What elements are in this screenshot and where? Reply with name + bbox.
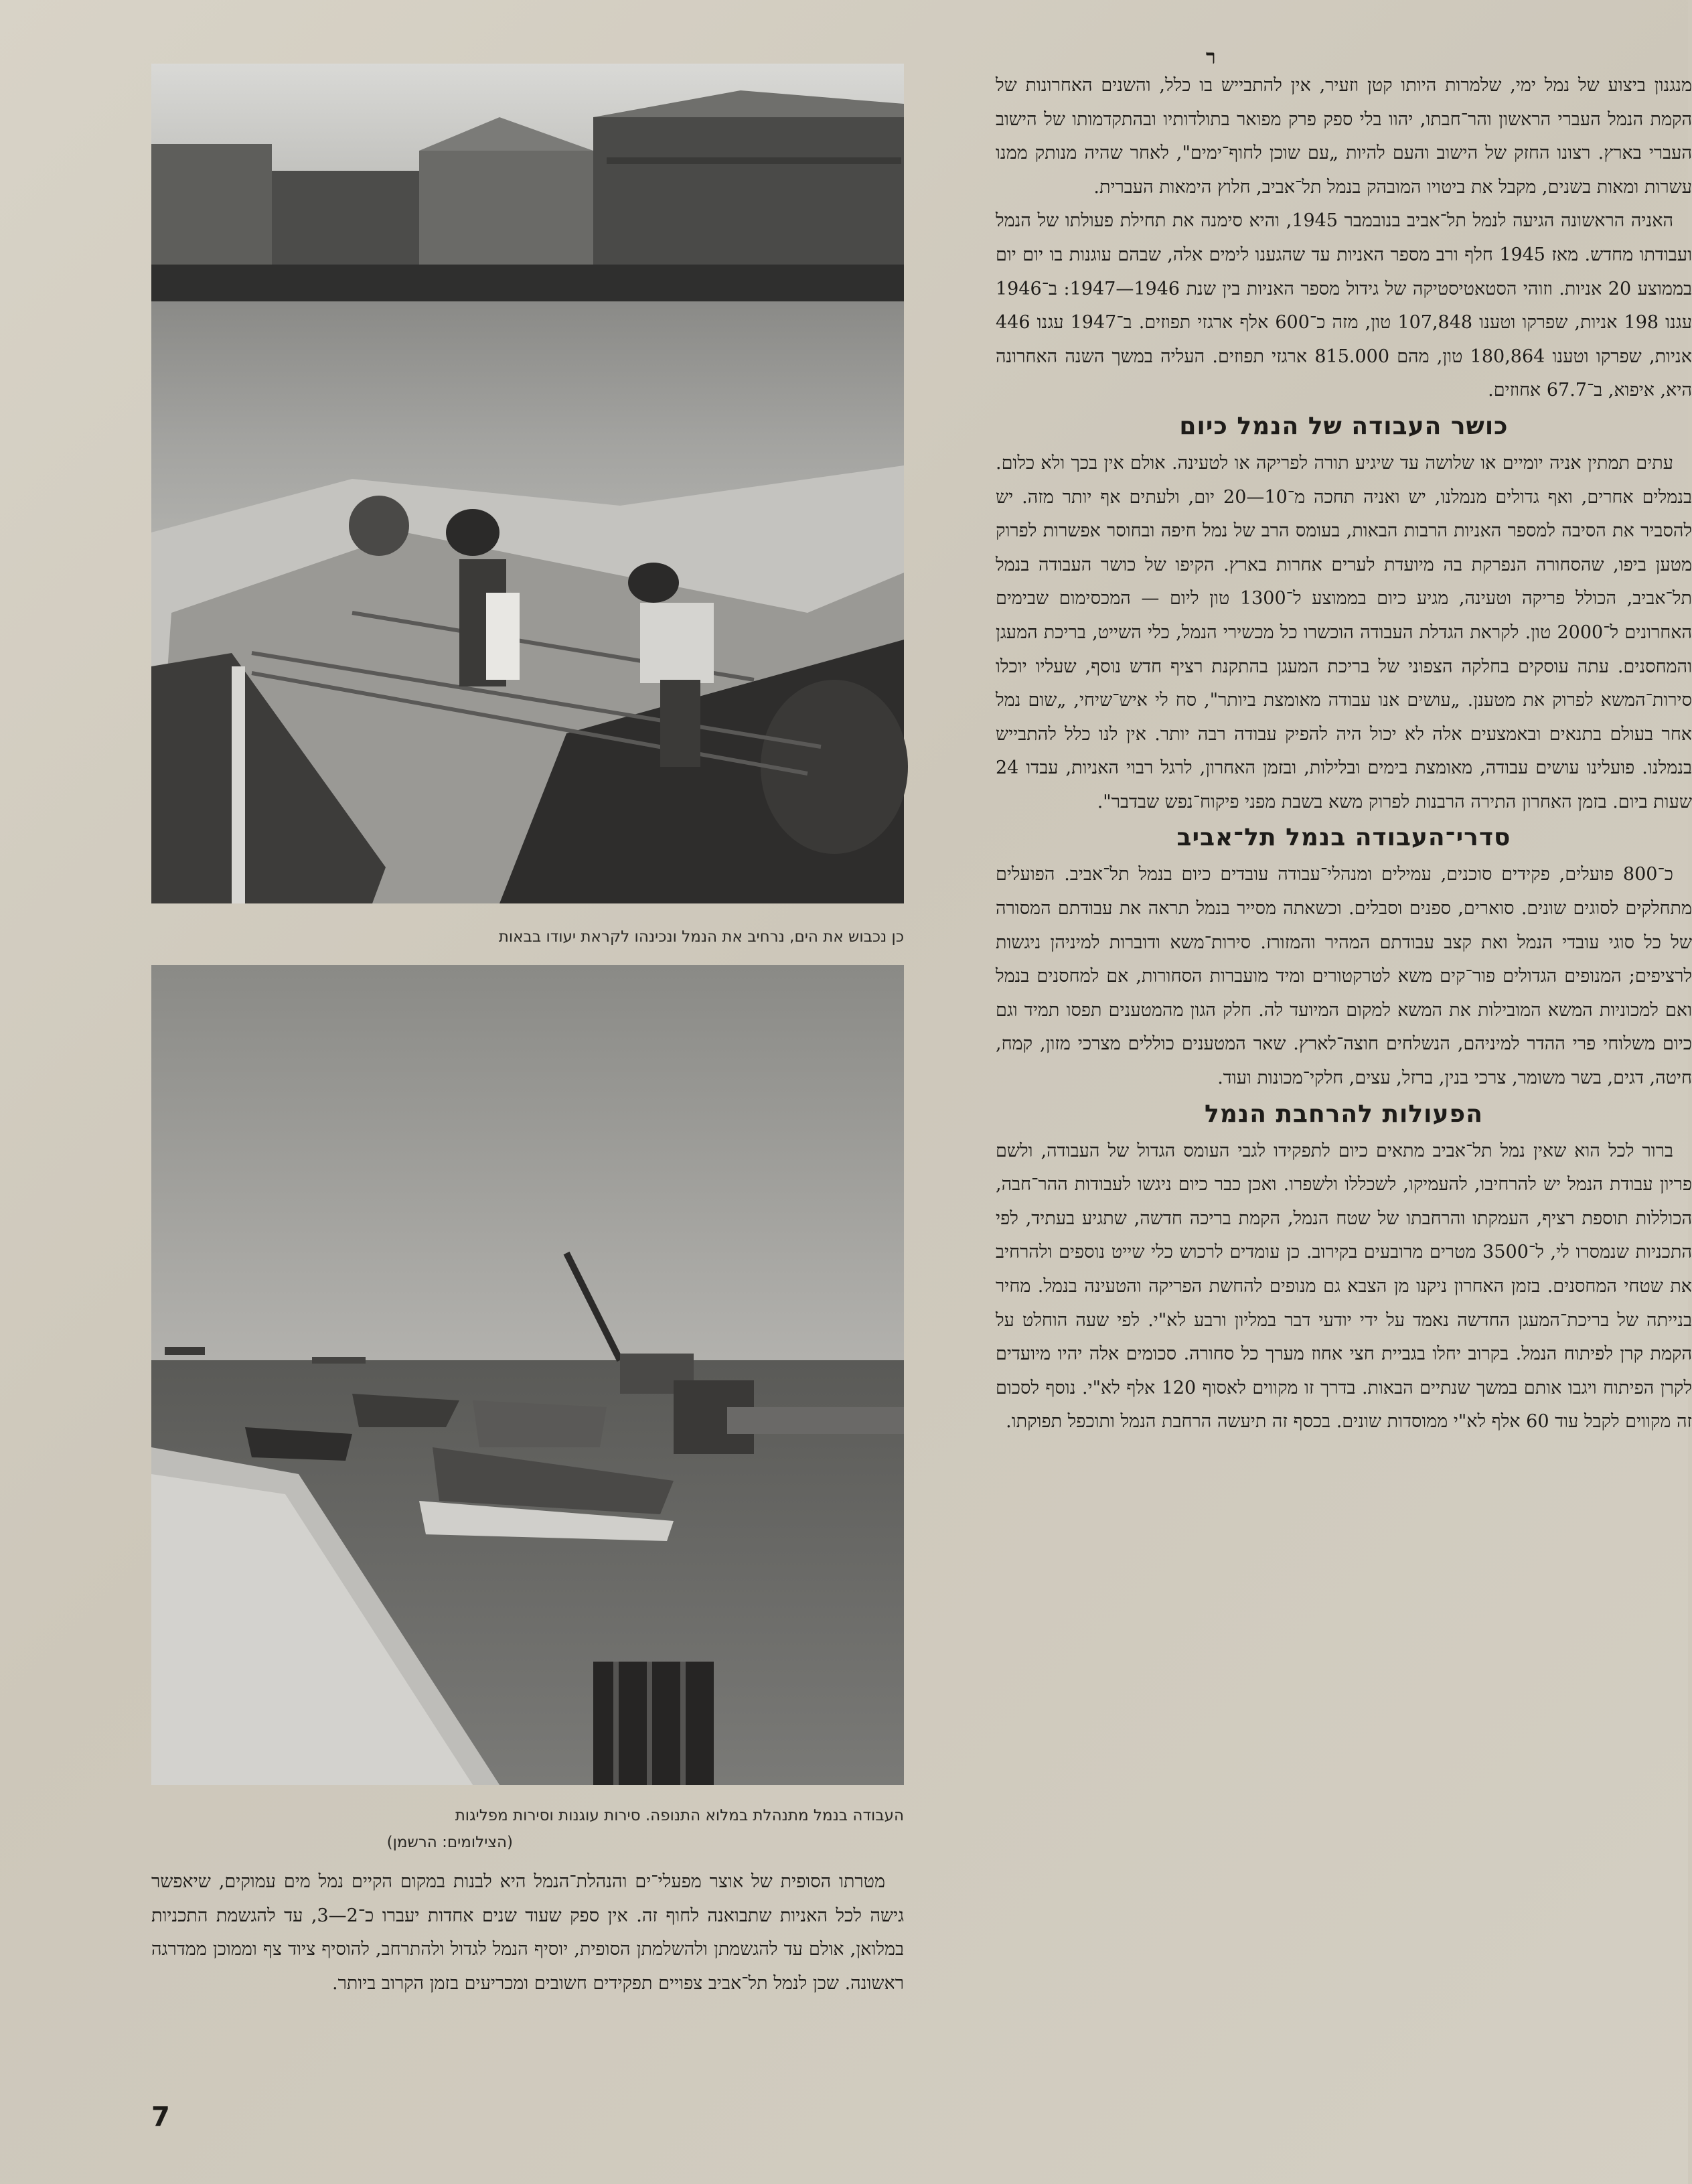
photo-harbour-boats: [151, 965, 904, 1785]
heading-port-expansion: הפעולות להרחבת הנמל: [1205, 1100, 1483, 1128]
photo-bottom-caption: העבודה בנמל מתנהלת במלוא התנופה. סירות עוגנות וסירות מפליגות: [455, 1807, 904, 1824]
paragraph-final-goal: מטרתו הסופית של אוצר מפעלי־ים והנהלת־הנמל היא לבנות במקום הקיים נמל מים עמוקים, שיאפשר גישה לכל האניות שתבואנה לחוף זה. אין ספק שעוד שנים אחדות יעברו כ־2—3, עד להגשמת התכניות במלואן, אולם עד להגשמתן ולהשלמתן הסופית, יוסיף הנמל לגדול ולהתרחב, להוסיף ציוד צף וממוכן ממדרגה ראשונה. שכן לנמל תל־אביב צפויים תפקידים חשובים ומכריעים בזמן הקרוב ביותר.: [151, 1871, 904, 1994]
paragraph-work-capacity: עתים תמתין אניה יומיים או שלושה עד שיגיע תורה לפריקה או לטעינה. אולם אין בכך ולא כלום. בנמלים אחרים, ואף גדולים מנמלנו, יש ואניה תחכה מ־10—20 יום, ולעתים אף יותר מזה. יש להסביר את הסיבה למספר האניות הרבות הבאות, בעומס הרב של נמל חיפה ובחוסר אפשרות לפרוק מטען ביפו, שהסחורה הנפרקת בה מיועדת לערים אחרות בארץ. הקיפו של כושר העבודה בנמל תל־אביב, הכולל פריקה וטעינה, מגיע כיום בממוצע ל־1300 טון ליום — המכסימום שבימים האחרונים ל־2000 טון. לקראת הגדלת העבודה הוכשרו כל מכשירי הנמל, כלי השייט, בריכת המעגן והמחסנים. עתה עוסקים בחלקה הצפוני של בריכת המעגן בהתקנת רציף חדש נוסף, שעליו יוכלו סירות־המשא לפרוק את מטענן. „עושים אנו עבודה מאומצת ביותר", סח לי איש־שיחי, „שום נמל אחר בעולם בתנאים ובאמצעים אלה לא יכול היה להפיק עבודה רבה יותר. אין לנו כלל להתבייש בנמלנו. פועלינו עושים עבודה, מאומצת בימים ובלילות, ובזמן האחרון, לרגל רבוי האניות, עבדו 24 שעות ביום. בזמן האחרון התירה הרבנות לפרוק משא בשבת מפני פיקוח־נפש שבדבר".: [996, 452, 1692, 812]
heading-work-order: סדרי־העבודה בנמל תל־אביב: [1176, 824, 1511, 852]
paragraph-port-expansion: ברור לכל הוא שאין נמל תל־אביב מתאים כיום לתפקידו לגבי העומס הגדול של העבודה, ולשם פריון עבודת הנמל יש להרחיבו, להעמיקו, לשכללו ולשפרו. ואכן כבר כיום ניגשו לעבודות ההר־חבה, הכוללות תוספת רציף, העמקתו והרחבתו של שטח הנמל, הקמת בריכה חדשה, שתגיע בעתיד, לפי התכניות שנמסרו לי, ל־3500 מטרים מרובעים בקירוב. כן עומדים לרכוש כלי שייט נוספים ולהרחיב את שטחי המחסנים. בזמן האחרון ניקנו מן הצבא גם מנופים להחשת הפריקה והטעינה בנמל. מחיר בנייתה של בריכת־המעגן החדשה נאמד על ידי יודעי דבר במליון ורבע לא"י. לפי שעה הוחלט על הקמת קרן לפיתוח הנמל. בקרוב יחלו בגביית חצי אחוז מערך כל סחורה. סכומים אלה יהיו מיועדים לקרן הפיתוח ויגבו אותם במשך שנתיים הבאות. בדרך זו מקווים לאסוף 120 אלף לא"י. נוסף לסכום זה מקווים לקבל עוד 60 אלף לא"י ממוסדות שונים. בכסף זה תיעשה הרחבת הנמל ותוכפל תפוקתו.: [996, 1140, 1692, 1433]
harbour-boats-image: [151, 965, 904, 1785]
corner-mark: ר: [1206, 46, 1216, 69]
heading-work-capacity: כושר העבודה של הנמל כיום: [1179, 412, 1509, 440]
paragraph-intro: מנגנון ביצוע של נמל ימי, שלמרות היותו קטן וזעיר, אין להתבייש בו כלל, והשנים האחרונות של הקמת הנמל העברי הראשון והר־חבתו, יהוו בלי ספק פרק מפואר בתולדותיו ובהתקדמותו של הישוב העברי בארץ. רצונו החזק של הישוב והעם להיות „עם שוכן לחוף־ימים", לאחר שהיה מנותק ממנו עשרות ומאות בשנים, מקבל את ביטויו המובהק בנמל תל־אביב, חלוץ הימאות העברית.: [996, 75, 1692, 198]
page-number: 7: [151, 2102, 170, 2132]
photo-credit: (הצילומים: הרשמן): [386, 1834, 513, 1851]
photo-top-caption: כן נכבוש את הים, נרחיב את הנמל ונכינהו לקראת יעודו בבאות: [498, 928, 904, 946]
paragraph-work-order: כ־800 פועלים, פקידים סוכנים, עמילים ומנהלי־עבודה עובדים כיום בנמל תל־אביב. הפועלים מתחלקים לסוגים שונים. סוארים, ספנים וסבלים. וכשאתה מסייר בנמל תראה את עבודתם המסורה של כל סוגי עובדי הנמל ואת קצב עבודתם המהיר והמזורז. סירות־משא ודוברות למיניהן ניגשות לרציפים; המנופים הגדולים פור־קים משא לטרקטורים ומיד מועברות הסחורות, אם למחסנים בנמל ואם למכוניות המשא המובילות את המשא למקום המיועד לה. חלק הגון מהמטענים תפסו תמיד וגם כיום משלוחי פרי ההדר למיניהם, הנשלחים חוצה־לארץ. שאר המטענים כוללים מצרכי מזון, קמח, חיטה, דגים, בשר משומר, צרכי בנין, ברזל, עצים, חלקי־מכונות ועוד.: [996, 864, 1692, 1089]
harbour-workers-image: [151, 64, 904, 903]
paragraph-ship-statistics: האניה הראשונה הגיעה לנמל תל־אביב בנובמבר 1945, והיא סימנה את תחילת פעולתו של הנמל ועבודתו מחדש. מאז 1945 חלף ורב מספר האניות עד שהגענו לימים אלה, שבהם עוגנות בו יום יום בממוצע 20 אניות. וזוהי הסטאטיסטיקה של גידול מספר האניות בין שנת 1946—1947: ב־1946 עגנו 198 אניות, שפרקו וטענו 107,848 טון, מזה כ־600 אלף ארגזי תפוזים. ב־1947 עגנו 446 אניות, שפרקו וטענו 180,864 טון, מהם 815.000 ארגזי תפוזים. העליה במשך השנה האחרונה היא, איפוא, ב־67.7 אחוזים.: [996, 210, 1692, 401]
photo-harbour-workers: [151, 64, 904, 903]
left-column: [151, 1865, 904, 2000]
right-column: [996, 69, 1692, 1439]
